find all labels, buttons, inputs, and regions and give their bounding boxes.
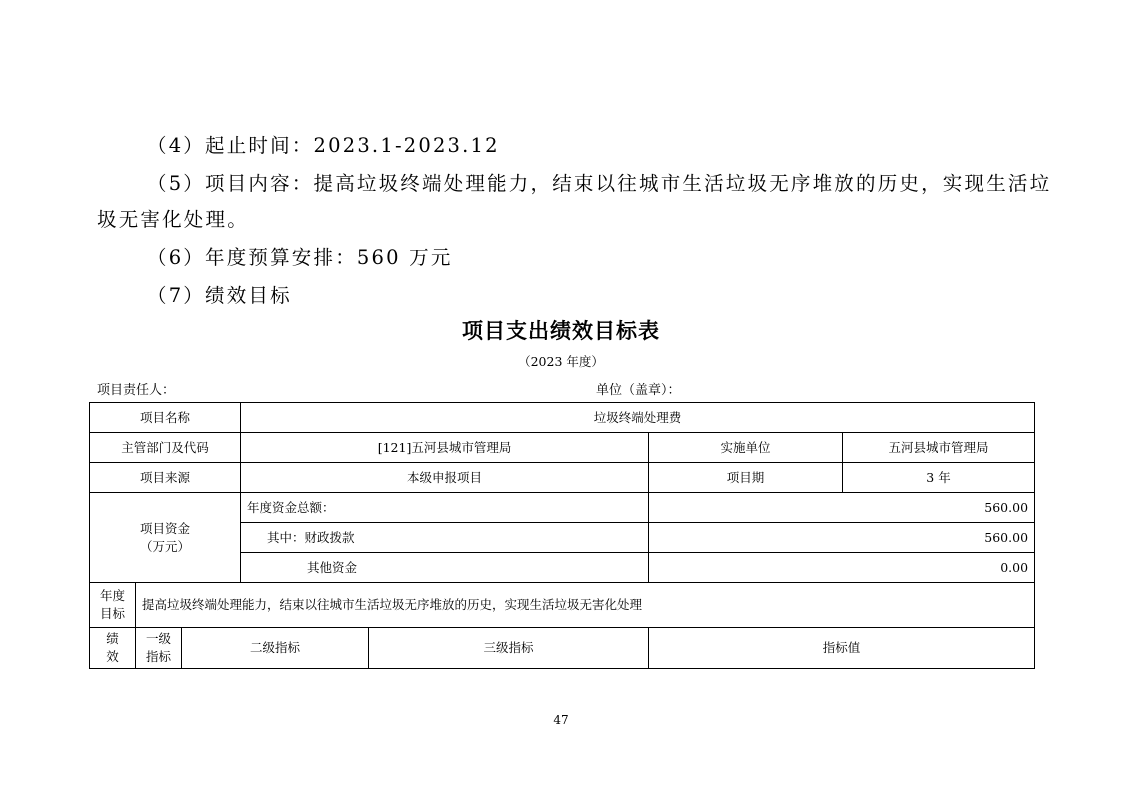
- table-year: （2023 年度）: [518, 354, 604, 369]
- fund-fiscal-value: 560.00: [649, 523, 1035, 553]
- period-label: 项目期: [649, 463, 843, 493]
- project-owner-label: 项目责任人：: [97, 383, 176, 398]
- performance-label-line2: 效: [106, 649, 119, 664]
- table-row: [90, 463, 1035, 493]
- fund-label-line2: （万元）: [140, 538, 191, 554]
- fund-fiscal-label: 其中：财政拨款: [241, 523, 649, 553]
- fund-other-value: 0.00: [649, 553, 1035, 583]
- performance-label: [90, 628, 136, 669]
- indicator-value-header: 指标值: [649, 628, 1035, 669]
- dept-value: [121]五河县城市管理局: [241, 433, 649, 463]
- fund-label: [90, 493, 241, 583]
- fund-other-label: 其他资金: [241, 553, 649, 583]
- page-number: 47: [553, 713, 569, 727]
- table-row: [90, 433, 1035, 463]
- dept-label: 主管部门及代码: [90, 433, 241, 463]
- project-name-label: 项目名称: [90, 403, 241, 433]
- project-name-value: 垃圾终端处理费: [241, 403, 1035, 433]
- annual-goal-label-line1: 年度: [99, 588, 125, 603]
- table-title: 项目支出绩效目标表: [462, 318, 660, 343]
- fund-label-line1: 项目资金: [140, 520, 191, 536]
- period-value: 3 年: [843, 463, 1035, 493]
- fund-total-value: 560.00: [649, 493, 1035, 523]
- impl-unit-value: 五河县城市管理局: [843, 433, 1035, 463]
- annual-goal-label: [90, 583, 136, 628]
- start-end-time-paragraph: （4）起止时间：2023.1-2023.12: [147, 134, 500, 157]
- performance-label-line1: 绩: [106, 631, 119, 646]
- level1-indicator-line2: 指标: [145, 649, 171, 664]
- performance-goal-table: [89, 402, 1035, 669]
- source-value: 本级申报项目: [241, 463, 649, 493]
- impl-unit-label: 实施单位: [649, 433, 843, 463]
- level1-indicator-header: [136, 628, 182, 669]
- table-row: [90, 583, 1035, 628]
- level1-indicator-line1: 一级: [145, 631, 171, 646]
- unit-seal-label: 单位（盖章）：: [596, 383, 681, 398]
- annual-goal-value: 提高垃圾终端处理能力，结束以往城市生活垃圾无序堆放的历史，实现生活垃圾无害化处理: [136, 583, 1035, 628]
- annual-goal-label-line2: 目标: [99, 606, 125, 621]
- level3-indicator-header: 三级指标: [369, 628, 649, 669]
- project-content-paragraph-line2: 圾无害化处理。: [97, 208, 249, 231]
- table-row: [90, 403, 1035, 433]
- performance-goal-heading: （7）绩效目标: [147, 284, 292, 307]
- project-content-paragraph-line1: （5）项目内容：提高垃圾终端处理能力，结束以往城市生活垃圾无序堆放的历史，实现生活垃: [147, 172, 1052, 195]
- table-row: [90, 628, 1035, 669]
- table-row: [90, 493, 1035, 523]
- source-label: 项目来源: [90, 463, 241, 493]
- annual-budget-paragraph: （6）年度预算安排：560 万元: [147, 246, 453, 269]
- level2-indicator-header: 二级指标: [182, 628, 369, 669]
- fund-total-label: 年度资金总额：: [241, 493, 649, 523]
